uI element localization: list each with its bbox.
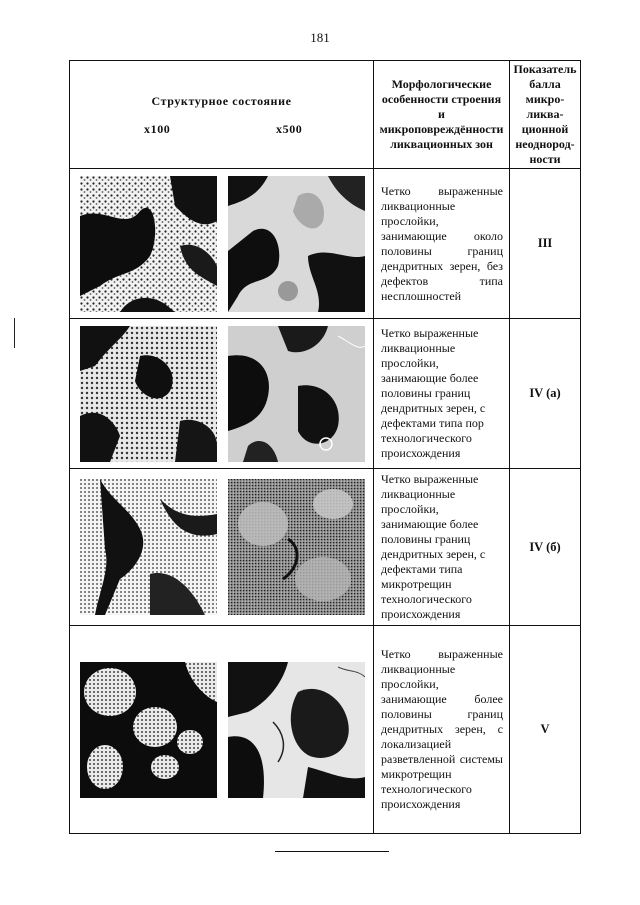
micrograph-cell <box>70 169 374 319</box>
score-header-line: ционной <box>521 122 569 136</box>
morphology-header-line: особенности строения <box>381 92 502 106</box>
score-cell: V <box>510 626 581 834</box>
score-header-line: Показатель <box>513 62 577 76</box>
morphology-header-line: микроповреждённости <box>379 122 504 136</box>
micrograph-x100-image <box>80 326 217 462</box>
table-row <box>70 169 581 319</box>
micrograph-x100-image <box>80 662 217 798</box>
score-header-line: балла <box>529 77 561 91</box>
table-row <box>70 626 581 834</box>
description-cell: Четко выраженные ликвационные прослойки, занимающие около половины границ дендритных зерен, без дефектов типа несплошностей <box>374 169 510 319</box>
table-row <box>70 319 581 469</box>
description-cell: Четко выраженные ликвационные прослойки, занимающие более половины границ дендритных зерен, с локализацией разветвленной системы микротрещин технологического происхождения <box>374 626 510 834</box>
score-header-line: неоднород- <box>515 137 575 151</box>
structure-header-title: Структурное состояние <box>151 94 292 108</box>
micrograph-x500-image <box>228 326 365 462</box>
score-header-line: ности <box>529 152 561 166</box>
page-number: 181 <box>310 30 330 45</box>
micrograph-x100-image <box>80 176 217 312</box>
micrograph-x500-image <box>228 662 365 798</box>
score-header-line: микро- <box>525 92 565 106</box>
margin-mark <box>14 318 15 348</box>
liquation-table <box>69 60 581 834</box>
score-header-line: ликва- <box>526 107 564 121</box>
score-header <box>510 61 581 169</box>
magnification-500-label: x500 <box>276 122 303 136</box>
micrograph-cell <box>70 626 374 834</box>
micrograph-x500-image <box>228 176 365 312</box>
morphology-header <box>374 61 510 169</box>
description-cell: Четко выраженные ликвационные прослойки, занимающие более половины границ дендритных зерен, с дефектами типа пор технологического происхождения <box>374 319 510 469</box>
description-cell: Четко выраженные ликвационные прослойки, занимающие более половины границ дендритных зерен, с дефектами типа микротрещин технологического происхождения <box>374 469 510 626</box>
footer-divider <box>275 851 389 852</box>
table-row <box>70 469 581 626</box>
score-cell: IV (а) <box>510 319 581 469</box>
micrograph-x100-image <box>80 479 217 615</box>
score-cell: III <box>510 169 581 319</box>
micrograph-cell <box>70 469 374 626</box>
table-header-row <box>70 61 581 169</box>
micrograph-cell <box>70 319 374 469</box>
morphology-header-line: Морфологические <box>391 77 492 91</box>
morphology-header-line: ликвационных зон <box>390 137 493 151</box>
micrograph-x500-image <box>228 479 365 615</box>
morphology-header-line: и <box>438 107 445 121</box>
score-cell: IV (б) <box>510 469 581 626</box>
structure-header <box>70 61 374 169</box>
magnification-100-label: x100 <box>144 122 171 136</box>
